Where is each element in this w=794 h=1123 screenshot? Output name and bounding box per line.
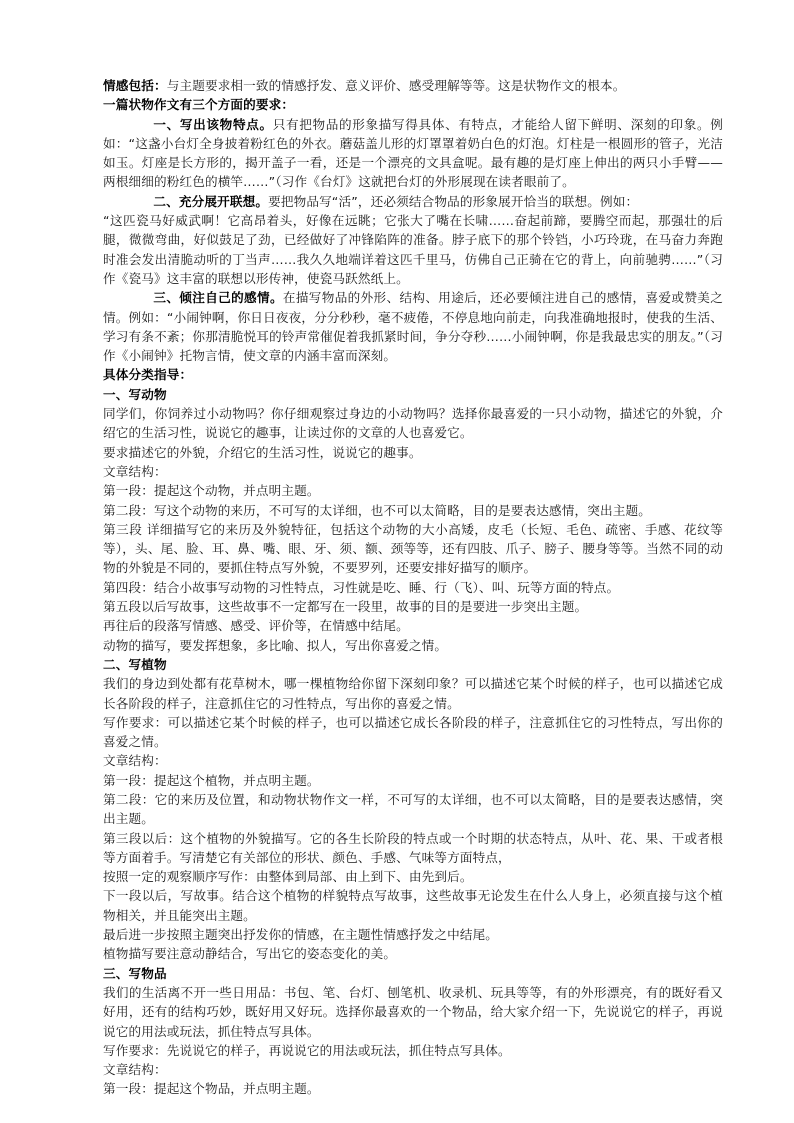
animal-step-1: 第一段：提起这个动物，并点明主题。 [103,483,320,499]
item-structure-label: 文章结构： [103,1062,167,1078]
requirement-1-text: 只有把物品的形象描写得具体、有特点，才能给人留下鲜明、深刻的印象。例如：“这盏小台灯全身披着粉红色的外衣。蘑菇盖儿形的灯罩罩着奶白色的灯泡。灯柱是一根圆形的管子，光洁如玉。灯座是长方形的，揭开盖子一看，还是一个漂亮的文具盒呢。最有趣的是灯座上伸出的两只小手臂——两根细细的粉红色的横竿……”（习作《台灯》这就把台灯的外形展现在读者眼前了。 [103,116,723,190]
plant-step-1: 第一段：提起这个植物，并点明主题。 [103,772,320,788]
plant-intro: 我们的身边到处都有花草树木，哪一棵植物给你留下深刻印象？可以描述它某个时候的样子，也可以描述它成长各阶段的样子，注意抓住它的习性特点，写出你的喜爱之情。 [103,676,723,711]
plant-step-3: 第三段以后：这个植物的外貌描写。它的各生长阶段的特点或一个时期的状态特点，从叶、花、果、干或者根等方面着手。写清楚它有关部位的形状、颜色、手感、气味等方面特点， [103,830,723,865]
requirement-1 [103,115,723,192]
requirement-2-text: 要把物品写“活”，还必须结合物品的形象展开恰当的联想。例如： [268,193,639,209]
intro-paragraph [103,76,723,95]
plant-structure-label: 文章结构： [103,753,167,769]
plant-step-6: 最后进一步按照主题突出抒发你的情感，在主题性情感抒发之中结尾。 [103,927,499,943]
plant-step-4: 按照一定的观察顺序写作：由整体到局部、由上到下、由先到后。 [103,869,473,885]
document-page [103,76,723,1099]
requirement-2 [103,192,723,211]
animal-step-3: 第三段 详细描写它的来历及外貌特征，包括这个动物的大小高矮，皮毛（长短、毛色、疏密、手感、花纹等等），头、尾、脸、耳、鼻、嘴、眼、牙、须、额、颈等等，还有四肢、爪子、膀子、腰身等等。当然不同的动物的外貌是不同的，要抓住特点写外貌，不要罗列，还要安排好描写的顺序。 [103,521,723,576]
animal-requirement: 要求描述它的外貌，介绍它的生活习性，说说它的趣事。 [103,444,422,460]
plant-heading: 二、写植物 [103,656,167,672]
plant-step-5: 下一段以后，写故事。结合这个植物的样貌特点写故事，这些故事无论发生在什么人身上，必须直接与这个植物相关，并且能突出主题。 [103,888,723,923]
requirement-2-label: 二、充分展开联想。 [153,193,269,209]
animal-heading: 一、写动物 [103,386,167,402]
animal-step-6: 再往后的段落写情感、感受、评价等，在情感中结尾。 [103,618,409,634]
item-heading: 三、写物品 [103,965,167,981]
intro-text: 与主题要求相一致的情感抒发、意义评价、感受理解等等。这是状物作文的根本。 [166,78,626,93]
intro-label: 情感包括： [103,78,167,93]
animal-step-4: 第四段：结合小故事写动物的习性特点，习性就是吃、睡、行（飞）、叫、玩等方面的特点。 [103,579,620,595]
item-intro: 我们的生活离不开一些日用品：书包、笔、台灯、刨笔机、收录机、玩具等等，有的外形漂亮，有的既好看又好用，还有的结构巧妙，既好用又好玩。选择你最喜欢的一个物品，给大家介绍一下，先说说它的样子，再说说它的用法或玩法，抓住特点写具体。 [103,984,723,1039]
plant-tip: 植物描写要注意动静结合，写出它的姿态变化的美。 [103,946,397,962]
item-requirement: 写作要求：先说说它的样子，再说说它的用法或玩法，抓住特点写具体。 [103,1042,511,1058]
requirement-3-text: 在描写物品的外形、结构、用途后，还必要倾注进自己的感情，喜爱或赞美之情。例如：“小闹钟啊，你日日夜夜，分分秒秒，毫不疲倦，不停息地向前走，向我准确地报时，使我的生活、学习有条不紊；你那清脆悦耳的铃声常催促着我抓紧时间，争分夺秒……小闹钟啊，你是我最忠实的朋友。”（习作《小闹钟》托物言情，使文章的内涵丰富而深刻。 [103,290,724,364]
requirement-3-label: 三、倾注自己的感情。 [153,290,283,306]
animal-structure-label: 文章结构： [103,463,167,479]
plant-step-2: 第二段：它的来历及位置，和动物状物作文一样，不可写的太详细，也不可以太简略，目的是要表达感情，突出主题。 [103,791,723,827]
guide-heading: 具体分类指导： [103,367,193,383]
requirement-3 [103,288,723,365]
animal-step-5: 第五段以后写故事，这些故事不一定都写在一段里，故事的目的是要进一步突出主题。 [103,599,588,615]
requirement-1-label: 一、写出该物特点。 [153,116,273,132]
item-step-1: 第一段：提起这个物品，并点明主题。 [103,1081,320,1097]
requirement-2-quote: “这匹瓷马好威武啊！它高昂着头，好像在远眺；它张大了嘴在长啸……奋起前蹄，要腾空而起，那强壮的后腿，微微弯曲，好似鼓足了劲，已经做好了冲锋陷阵的准备。脖子底下的那个铃铛，小巧玲珑，在马奋力奔跑时准会发出清脆动听的丁当声……我久久地端详着这匹千里马，仿佛自己正骑在它的背上，向前驰骋……”（习作《瓷马》这丰富的联想以形传神，使瓷马跃然纸上。 [103,213,723,286]
animal-intro: 同学们，你饲养过小动物吗？你仔细观察过身边的小动物吗？选择你最喜爱的一只小动物，描述它的外貌，介绍它的生活习性，说说它的趣事，让读过你的文章的人也喜爱它。 [103,406,723,441]
requirements-heading: 一篇状物作文有三个方面的要求： [103,97,295,113]
animal-tip: 动物的描写，要发挥想象，多比喻、拟人，写出你喜爱之情。 [103,637,448,653]
animal-step-2: 第二段：写这个动物的来历，不可写的太详细，也不可以太简略，目的是要表达感情，突出主题。 [103,502,651,518]
plant-requirement: 写作要求：可以描述它某个时候的样子，也可以描述它成长各阶段的样子，注意抓住它的习性特点，写出你的喜爱之情。 [103,714,723,750]
